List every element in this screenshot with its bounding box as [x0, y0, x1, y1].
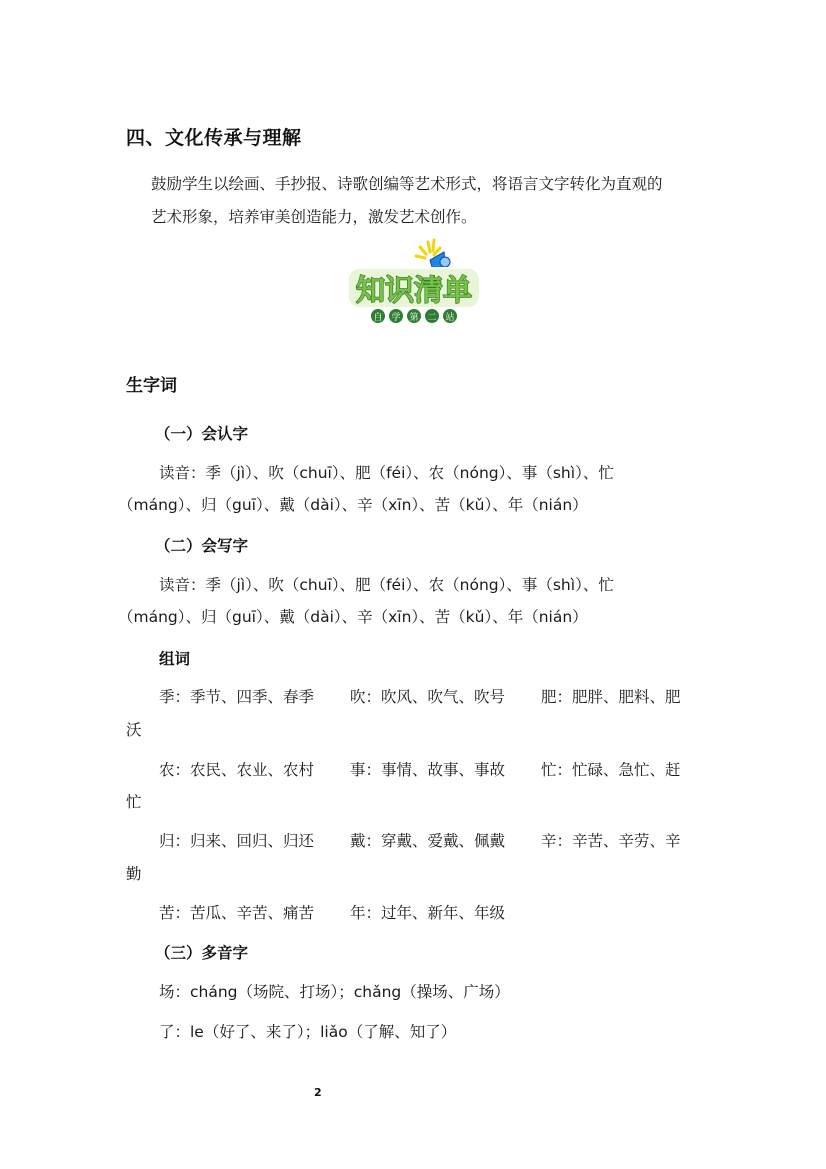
badge-title: 知识清单	[355, 273, 473, 307]
word-group: 年：过年、新年、年级	[350, 904, 506, 922]
polyphone-line: 了：le（好了、来了）；liǎo（了解、知了）	[159, 1023, 457, 1041]
word-group-wrap: 忙	[126, 793, 142, 811]
knowledge-list-badge	[344, 238, 484, 326]
recognize-heading: （一）会认字	[155, 425, 249, 443]
write-heading: （二）会写字	[155, 537, 249, 555]
reading-line: 读音：季（jì）、吹（chuī）、肥（féi）、农（nóng）、事（shì）、忙	[159, 464, 614, 482]
polyphone-line: 场：cháng（场院、打场）；chǎng（操场、广场）	[159, 983, 510, 1001]
badge-subtitle-char: 学	[391, 313, 401, 323]
word-group: 肥：肥胖、肥料、肥	[541, 688, 681, 706]
badge-subtitle-char: 站	[445, 313, 455, 323]
paragraph-line: 艺术形象，培养审美创造能力，激发艺术创作。	[151, 208, 477, 226]
word-group: 农：农民、农业、农村	[159, 761, 315, 779]
word-group: 季：季节、四季、春季	[159, 688, 315, 706]
paragraph-line: 鼓励学生以绘画、手抄报、诗歌创编等艺术形式，将语言文字转化为直观的	[151, 175, 663, 193]
word-group: 苦：苦瓜、辛苦、痛苦	[159, 904, 315, 922]
sparkle-icon	[416, 240, 440, 258]
page-number: 2	[314, 1086, 322, 1099]
word-group: 忙：忙碌、急忙、赶	[541, 761, 681, 779]
badge-subtitle-char: 自	[373, 313, 383, 323]
polyphone-heading: （三）多音字	[155, 944, 249, 962]
vocab-heading: 生字词	[126, 376, 177, 396]
word-group-wrap: 勤	[126, 865, 142, 883]
word-group-wrap: 沃	[126, 721, 142, 739]
word-group: 事：事情、故事、事故	[350, 761, 506, 779]
reading-line: （máng）、归（guī）、戴（dài）、辛（xīn）、苦（kǔ）、年（nián）	[118, 496, 588, 514]
badge-subtitle-char: 二	[427, 313, 437, 323]
badge-subtitle-char: 第	[409, 313, 419, 323]
reading-line: （máng）、归（guī）、戴（dài）、辛（xīn）、苦（kǔ）、年（nián）	[118, 608, 588, 626]
words-heading: 组词	[159, 650, 191, 668]
word-group: 吹：吹风、吹气、吹号	[350, 688, 506, 706]
word-group: 归：归来、回归、归还	[159, 832, 315, 850]
word-group: 辛：辛苦、辛劳、辛	[541, 832, 681, 850]
word-group: 戴：穿戴、爱戴、佩戴	[350, 832, 506, 850]
section-heading: 四、文化传承与理解	[126, 127, 302, 149]
reading-line: 读音：季（jì）、吹（chuī）、肥（féi）、农（nóng）、事（shì）、忙	[159, 576, 614, 594]
badge-subtitle	[371, 309, 457, 323]
